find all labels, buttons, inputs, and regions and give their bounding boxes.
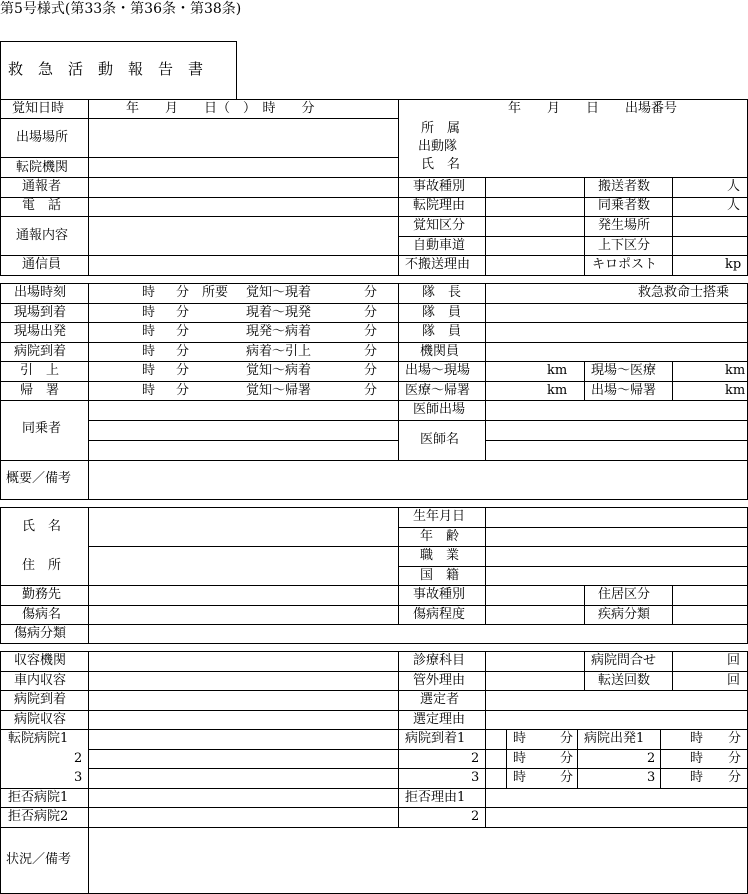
unit-fun: 分 <box>176 305 190 320</box>
label-kangai-riyu: 管外理由 <box>413 673 466 688</box>
unit-km: km <box>725 383 746 398</box>
label-shozoku: 所 属 <box>421 121 461 136</box>
label-kikanin: 機関員 <box>420 344 460 359</box>
unit-fun: 分 <box>176 383 190 398</box>
unit-fun: 分 <box>728 731 742 746</box>
label-shanai-shuyo: 車内収容 <box>14 673 67 688</box>
label-tenin-byoin-3: 3 <box>74 770 83 785</box>
unit-km: km <box>547 363 568 378</box>
form-title: 救 急 活 動 報 告 書 <box>8 60 204 78</box>
unit-ji: 時 <box>690 751 704 766</box>
label-dist-shutsujo-genba: 出場～現場 <box>405 363 471 378</box>
unit-ji: 時 <box>690 770 704 785</box>
label-byoin-shuppatsu-1: 病院出発1 <box>584 731 645 746</box>
label-joge-kubun: 上下区分 <box>598 238 651 253</box>
label-shobyo-teido: 傷病程度 <box>413 607 466 622</box>
interval-label: 覚知～現着 <box>246 285 312 300</box>
unit-fun: 分 <box>364 305 378 320</box>
label-hikiage: 引 上 <box>20 363 60 378</box>
interval-label: 現発～病着 <box>246 324 312 339</box>
label-kyohi-byoin-2: 拒否病院2 <box>8 809 69 824</box>
label-taiin: 隊 員 <box>422 324 462 339</box>
label-jiko-shubetsu: 事故種別 <box>413 179 466 194</box>
unit-fun: 分 <box>364 363 378 378</box>
label-tsushin-in: 通信員 <box>22 257 62 272</box>
label-tenin-riyu: 転院理由 <box>413 198 466 213</box>
label-hassei-basho: 発生場所 <box>598 218 651 233</box>
label-shobyo-bunrui: 傷病分類 <box>14 626 67 641</box>
shutsujo-date-number: 年 月 日 出場番号 <box>508 101 678 116</box>
label-kyojo-kubun: 住居区分 <box>598 587 651 602</box>
unit-kai: 回 <box>727 673 741 688</box>
label-byoin-tochaku-3: 3 <box>471 770 480 785</box>
label-kisho: 帰 署 <box>20 383 60 398</box>
unit-fun: 分 <box>364 383 378 398</box>
label-nenrei: 年 齢 <box>420 529 460 544</box>
label-dojosha-su: 同乗者数 <box>598 198 651 213</box>
unit-ji: 時 <box>513 731 527 746</box>
unit-fun: 分 <box>560 751 574 766</box>
interval-label: 覚知～帰署 <box>246 383 312 398</box>
unit-fun: 分 <box>364 344 378 359</box>
label-dist-iryo-kisho: 医療～帰署 <box>405 383 471 398</box>
label-tsuho-naiyo: 通報内容 <box>16 228 69 243</box>
label-dojosha: 同乗者 <box>22 421 62 436</box>
unit-fun: 分 <box>176 324 190 339</box>
unit-kp: kp <box>725 257 742 272</box>
label-jokyo-biko: 状況／備考 <box>6 852 72 867</box>
unit-kai: 回 <box>727 653 741 668</box>
label-genba-shuppatsu: 現場出発 <box>14 324 67 339</box>
unit-ji: 時 <box>513 770 527 785</box>
label-shoyo: 所要 <box>202 285 229 300</box>
unit-ji: 時 <box>142 305 156 320</box>
unit-fun: 分 <box>728 770 742 785</box>
label-shinryo-kamoku: 診療科目 <box>413 653 466 668</box>
unit-nin: 人 <box>727 179 741 194</box>
unit-ji: 時 <box>142 363 156 378</box>
unit-fun: 分 <box>728 751 742 766</box>
label-dist-genba-iryo: 現場～医療 <box>591 363 657 378</box>
unit-fun: 分 <box>176 363 190 378</box>
label-ishi-mei: 医師名 <box>420 432 460 447</box>
unit-ji: 時 <box>142 344 156 359</box>
form-number: 第5号様式(第33条・第36条・第38条) <box>0 1 242 17</box>
label-jiko-shubetsu: 事故種別 <box>413 587 466 602</box>
label-ishi-shutsujo: 医師出場 <box>413 402 466 417</box>
label-kiropost: キロポスト <box>592 257 658 272</box>
unit-ji: 時 <box>513 751 527 766</box>
label-hansosha-su: 搬送者数 <box>598 179 651 194</box>
unit-ji: 時 <box>142 324 156 339</box>
unit-ji: 時 <box>142 383 156 398</box>
label-byoin-toiawase: 病院問合せ <box>591 653 657 668</box>
label-dist-shutsujo-kisho: 出場～帰署 <box>591 383 657 398</box>
label-byoin-tochaku-2: 2 <box>471 751 480 766</box>
label-tenso-kaisu: 転送回数 <box>598 673 651 688</box>
label-kyohi-riyu-1: 拒否理由1 <box>405 790 466 805</box>
label-shutsujo-basho: 出場場所 <box>16 130 69 145</box>
label-denwa: 電 話 <box>22 198 62 213</box>
label-sentei-riyu: 選定理由 <box>413 712 466 727</box>
label-genba-tochaku: 現場到着 <box>14 305 67 320</box>
unit-fun: 分 <box>176 344 190 359</box>
label-kakuchi-datetime: 覚知日時 <box>12 101 65 116</box>
unit-km: km <box>547 383 568 398</box>
label-shimei: 氏 名 <box>421 157 461 172</box>
label-tenin-byoin-2: 2 <box>74 751 83 766</box>
unit-fun: 分 <box>560 770 574 785</box>
label-shobyo-mei: 傷病名 <box>22 607 62 622</box>
label-shippei-bunrui: 疾病分類 <box>598 607 651 622</box>
label-byoin-shuyo: 病院収容 <box>14 712 67 727</box>
label-byoin-shuppatsu-2: 2 <box>647 751 656 766</box>
unit-fun: 分 <box>364 324 378 339</box>
label-patient-name: 氏 名 <box>22 519 62 534</box>
kakuchi-datetime-field: 年 月 日（ ） 時 分 <box>126 101 315 116</box>
label-byoin-tochaku: 病院到着 <box>14 692 67 707</box>
label-kokuseki: 国 籍 <box>420 568 460 583</box>
label-tenin-kikan: 転院機関 <box>16 160 69 175</box>
label-kyukyushi: 救急救命士搭乗 <box>638 285 730 300</box>
interval-label: 現着～現発 <box>246 305 312 320</box>
unit-fun: 分 <box>176 285 190 300</box>
unit-fun: 分 <box>364 285 378 300</box>
unit-ji: 時 <box>142 285 156 300</box>
label-fuhanso-riyu: 不搬送理由 <box>405 257 471 272</box>
unit-nin: 人 <box>727 198 741 213</box>
label-kinmusaki: 勤務先 <box>22 587 62 602</box>
label-taiin: 隊 員 <box>422 305 462 320</box>
label-jidosha-do: 自動車道 <box>413 238 466 253</box>
label-kyohi-byoin-1: 拒否病院1 <box>8 790 69 805</box>
label-gaiyo-biko: 概要／備考 <box>6 471 72 486</box>
label-shutsudotai: 出動隊 <box>418 139 458 154</box>
label-kyohi-riyu-2: 2 <box>471 809 480 824</box>
label-byoin-shuppatsu-3: 3 <box>647 770 656 785</box>
unit-ji: 時 <box>690 731 704 746</box>
unit-km: km <box>725 363 746 378</box>
label-byoin-tochaku-1: 病院到着1 <box>405 731 466 746</box>
label-jusho: 住 所 <box>22 558 62 573</box>
unit-fun: 分 <box>560 731 574 746</box>
interval-label: 病着～引上 <box>246 344 312 359</box>
label-shutsujo-jikoku: 出場時刻 <box>14 285 67 300</box>
label-senteisha: 選定者 <box>420 692 460 707</box>
label-tenin-byoin-1: 転院病院1 <box>8 731 69 746</box>
label-shuyo-kikan: 収容機関 <box>14 653 67 668</box>
label-taicho: 隊 長 <box>422 285 462 300</box>
interval-label: 覚知～病着 <box>246 363 312 378</box>
label-shokugyo: 職 業 <box>420 548 460 563</box>
label-seinengappi: 生年月日 <box>413 509 466 524</box>
label-kakuchi-kubun: 覚知区分 <box>413 218 466 233</box>
label-tsuhosha: 通報者 <box>22 179 62 194</box>
label-byoin-tochaku: 病院到着 <box>14 344 67 359</box>
